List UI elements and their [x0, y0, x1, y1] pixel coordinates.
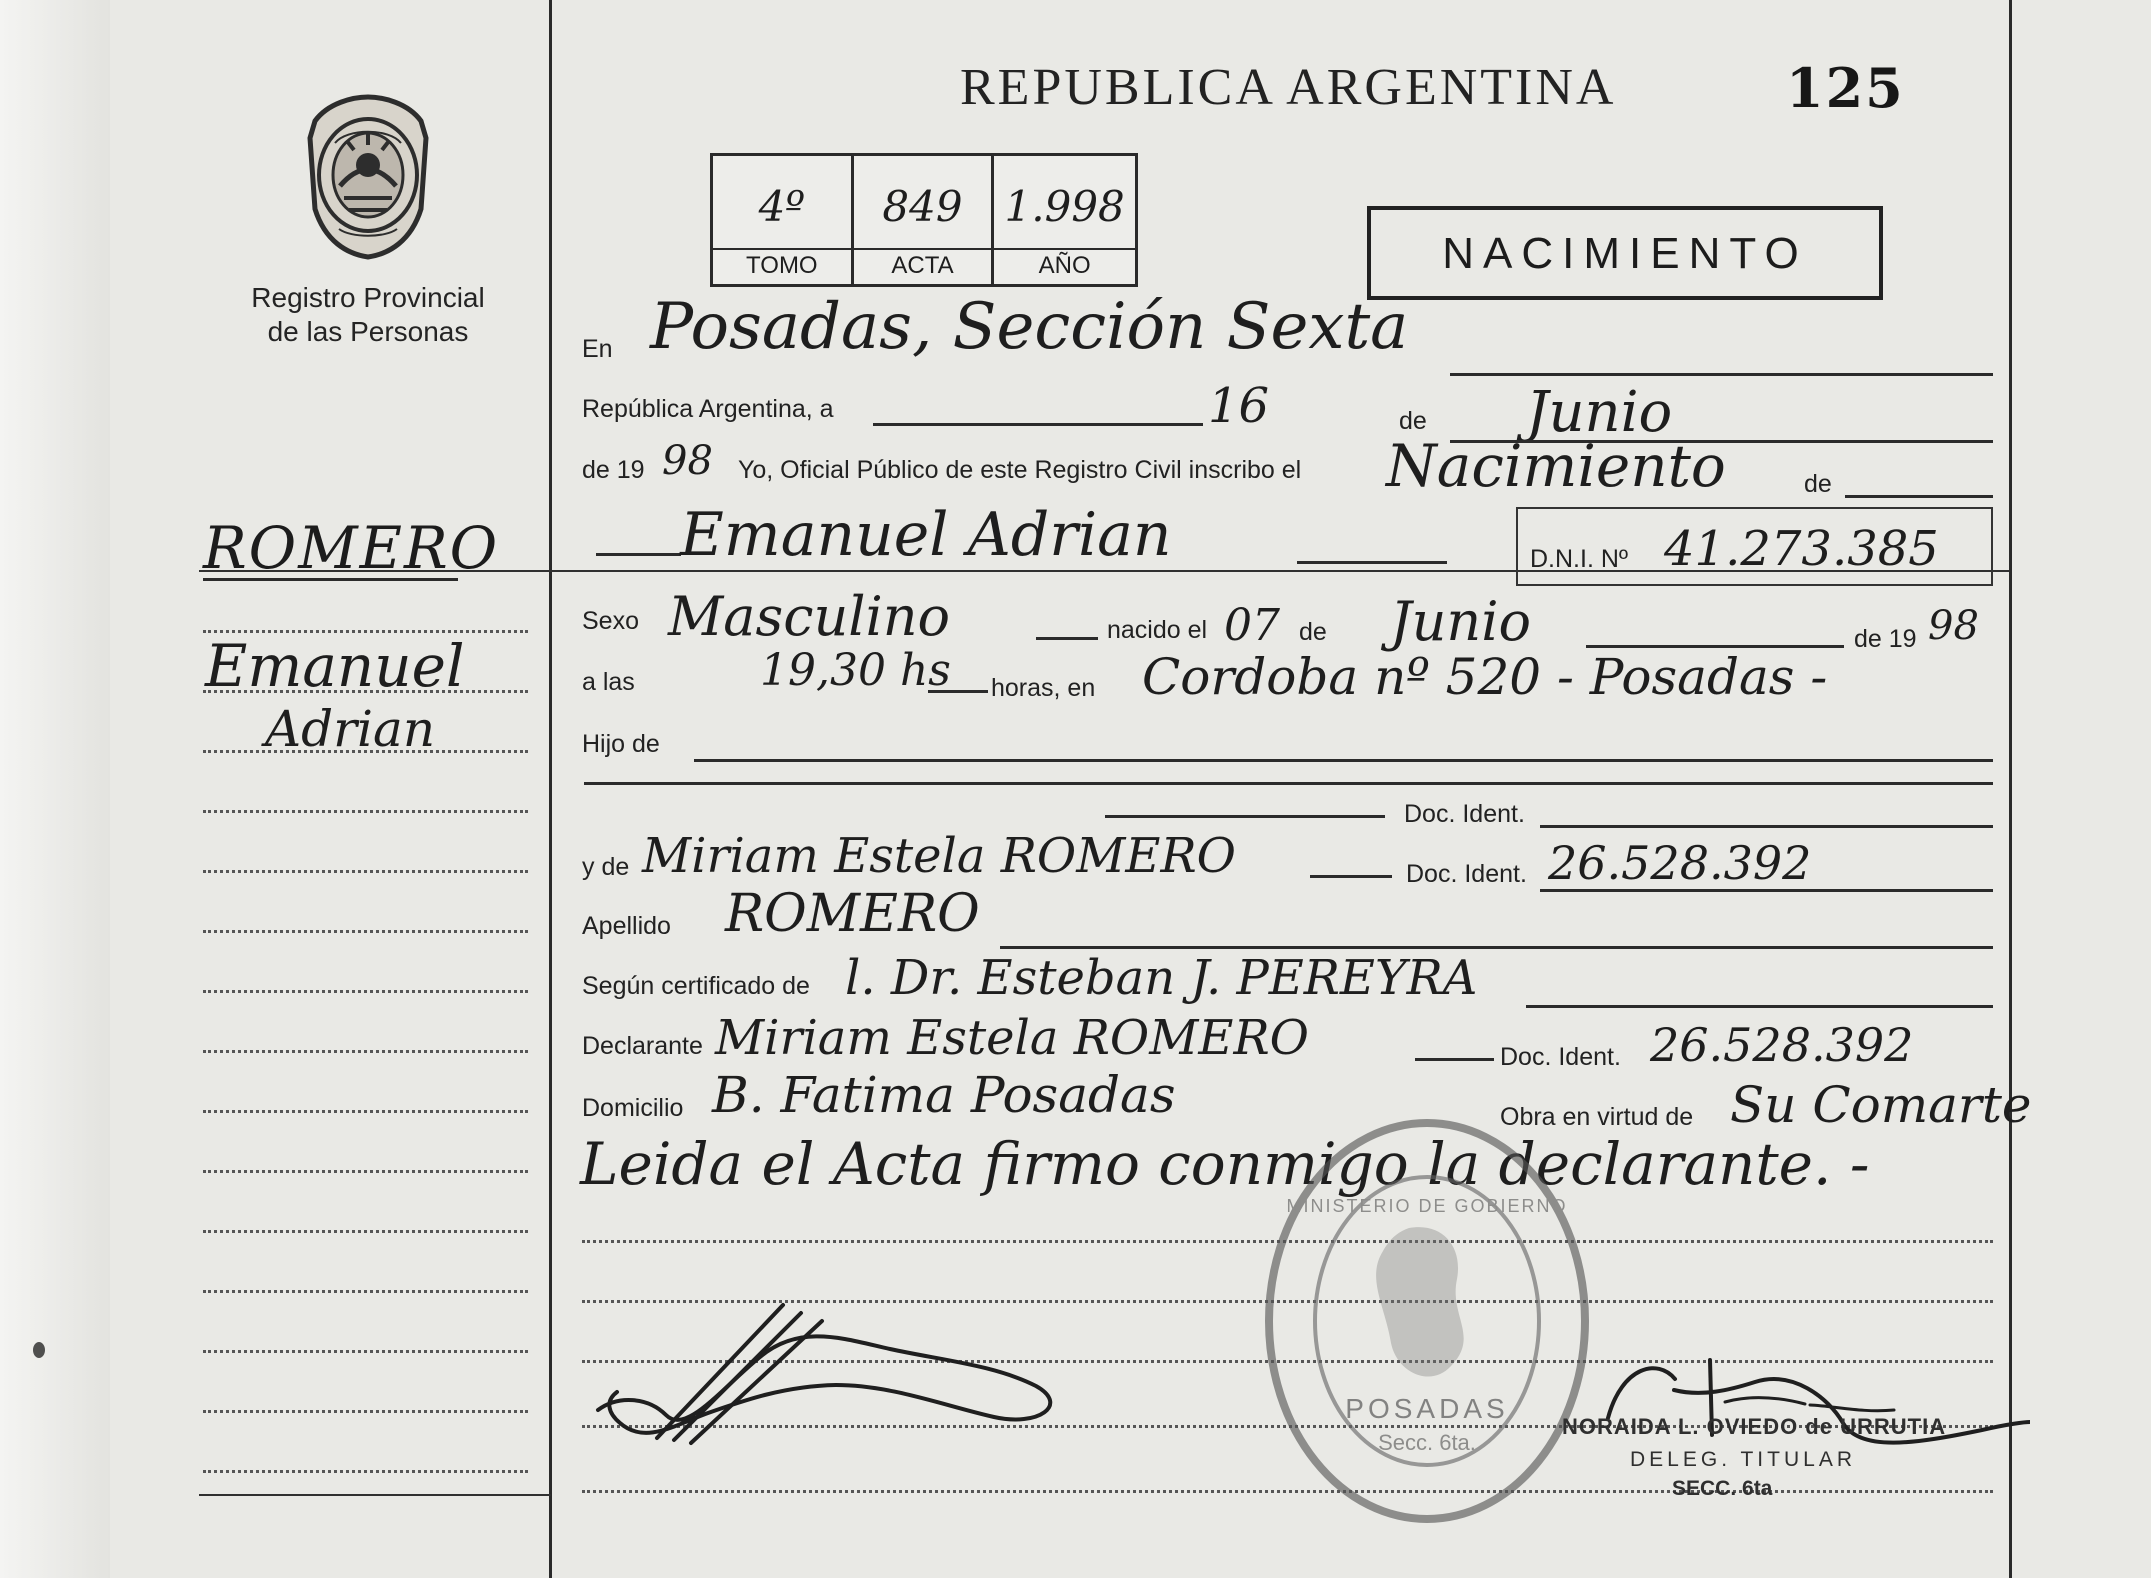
day-value: 16 [1208, 378, 1270, 434]
time-underline [928, 690, 988, 693]
inscription-underline [1845, 495, 1993, 498]
birth-year-prefix: de 19 [1854, 625, 1917, 653]
certificate-type-box: NACIMIENTO [1367, 206, 1883, 300]
domicile-label: Domicilio [582, 1094, 684, 1122]
mother-doc-line [1540, 889, 1993, 892]
margin-dotline-4 [203, 810, 528, 813]
name-suffix-line [1297, 561, 1447, 564]
surname-value: ROMERO [725, 884, 980, 944]
surname-label: Apellido [582, 912, 671, 940]
registry-name-line-2: de las Personas [267, 316, 469, 347]
margin-surname: ROMERO [203, 514, 500, 582]
place-value: Posadas, Sección Sexta [650, 290, 1409, 364]
acta-label: ACTA [854, 248, 992, 282]
margin-first-name: Emanuel [205, 632, 465, 700]
surname-line [1000, 946, 1993, 949]
certificate-value: l. Dr. Esteban J. PEREYRA [845, 950, 1478, 1006]
margin-dotline-9 [203, 1110, 528, 1113]
republic-line [873, 423, 1203, 426]
record-reference-table [710, 153, 1138, 287]
margin-dotline-12 [203, 1290, 528, 1293]
declarant-doc: 26.528.392 [1650, 1018, 1914, 1072]
tomo-value: 4º [758, 182, 806, 231]
official-stamp-icon [1257, 1108, 1597, 1534]
dni-value: 41.273.385 [1664, 521, 1939, 577]
declarant-label: Declarante [582, 1032, 703, 1060]
stamp-section: Secc. 6ta. [1378, 1430, 1476, 1455]
registry-name [228, 281, 508, 349]
registry-name-line-1: Registro Provincial [251, 282, 485, 313]
margin-dotline-14 [203, 1410, 528, 1413]
mother-doc-label: Doc. Ident. [1406, 860, 1527, 888]
certificate-label: Según certificado de [582, 972, 810, 1000]
margin-dotline-7 [203, 990, 528, 993]
misiones-seal-icon [293, 93, 443, 263]
inscription-type: Nacimiento [1386, 432, 1726, 500]
birth-day: 07 [1224, 600, 1280, 651]
margin-dotline-15 [203, 1470, 528, 1473]
year-suffix: 98 [662, 438, 713, 484]
child-of-label: Hijo de [582, 730, 660, 758]
birth-place: Cordoba nº 520 - Posadas - [1142, 648, 1828, 706]
declarant-name-underline [1415, 1058, 1494, 1061]
father-doc-label: Doc. Ident. [1404, 800, 1525, 828]
time-value: 19,30 hs [760, 645, 951, 696]
registered-name: Emanuel Adrian [680, 500, 1172, 570]
page-number: 125 [1786, 56, 1905, 120]
margin-surname-underline [203, 578, 458, 581]
republic-label: República Argentina, a [582, 395, 834, 423]
certificate-line [1526, 1005, 1993, 1008]
dni-label: D.N.I. Nº [1530, 545, 1629, 573]
tomo-label: TOMO [713, 248, 851, 282]
sex-value: Masculino [668, 585, 951, 648]
margin-dotline-1 [203, 630, 528, 633]
inscribe-text: Yo, Oficial Público de este Registro Civil inscribo el [738, 456, 1302, 484]
margin-middle-name: Adrian [265, 700, 436, 758]
born-label: nacido el [1107, 616, 1208, 644]
margin-dotline-3 [203, 750, 528, 753]
year-prefix: de 19 [582, 456, 645, 484]
anio-cell [994, 156, 1135, 284]
sex-underline [1036, 637, 1098, 640]
punch-hole-mark [33, 1342, 45, 1358]
de-suffix: de [1804, 470, 1832, 498]
stamp-inner-text: MINISTERIO DE GOBIERNO [1286, 1196, 1568, 1216]
stamp-city: POSADAS [1345, 1393, 1509, 1424]
mother-name: Miriam Estela ROMERO [642, 828, 1236, 884]
anio-label: AÑO [994, 248, 1135, 282]
mother-doc: 26.528.392 [1548, 836, 1812, 890]
declarant-signature-icon [590, 1295, 1060, 1455]
margin-bottom-divider [199, 1494, 551, 1496]
en-label: En [582, 335, 613, 363]
obra-label: Obra en virtud de [1500, 1103, 1694, 1131]
margin-dotline-5 [203, 870, 528, 873]
official-name: NORAIDA L. OVIEDO de URRUTIA [1562, 1414, 1947, 1439]
official-title: DELEG. TITULAR [1630, 1448, 1856, 1471]
domicile-value: B. Fatima Posadas [712, 1066, 1176, 1124]
father-doc-line [1540, 825, 1993, 828]
margin-dotline-10 [203, 1170, 528, 1173]
birth-year-suffix: 98 [1928, 603, 1979, 649]
date-de-label: de [1399, 407, 1427, 435]
mother-label: y de [582, 853, 630, 881]
birth-month: Junio [1390, 590, 1531, 653]
anio-value: 1.998 [1004, 182, 1125, 231]
country-title: REPUBLICA ARGENTINA [960, 59, 1617, 116]
page-left-edge [0, 0, 110, 1578]
name-prefix-line [596, 553, 681, 556]
official-section: SECC. 6ta [1672, 1477, 1773, 1500]
margin-separator-line [549, 0, 552, 1578]
declarant-doc-label: Doc. Ident. [1500, 1043, 1621, 1071]
margin-dotline-11 [203, 1230, 528, 1233]
father-doc-prefix-line [1105, 815, 1385, 818]
mother-name-underline [1310, 875, 1392, 878]
hours-label: horas, en [991, 674, 1096, 702]
place-underline [1450, 373, 1993, 376]
tomo-cell [713, 156, 854, 284]
time-label: a las [582, 668, 635, 696]
birth-de-label: de [1299, 618, 1327, 646]
acta-value: 849 [882, 182, 963, 231]
margin-dotline-13 [203, 1350, 528, 1353]
acta-cell [854, 156, 995, 284]
obra-value: Su Comarte [1730, 1076, 2032, 1134]
child-of-line-2 [584, 782, 1993, 785]
sex-label: Sexo [582, 607, 639, 635]
month-value: Junio [1526, 380, 1673, 445]
closing-text: Leida el Acta firmo conmigo la declarante. - [580, 1130, 1870, 1198]
child-of-line [694, 759, 1993, 762]
margin-dotline-2 [203, 690, 528, 693]
margin-dotline-8 [203, 1050, 528, 1053]
margin-dotline-6 [203, 930, 528, 933]
declarant-name: Miriam Estela ROMERO [715, 1010, 1309, 1066]
